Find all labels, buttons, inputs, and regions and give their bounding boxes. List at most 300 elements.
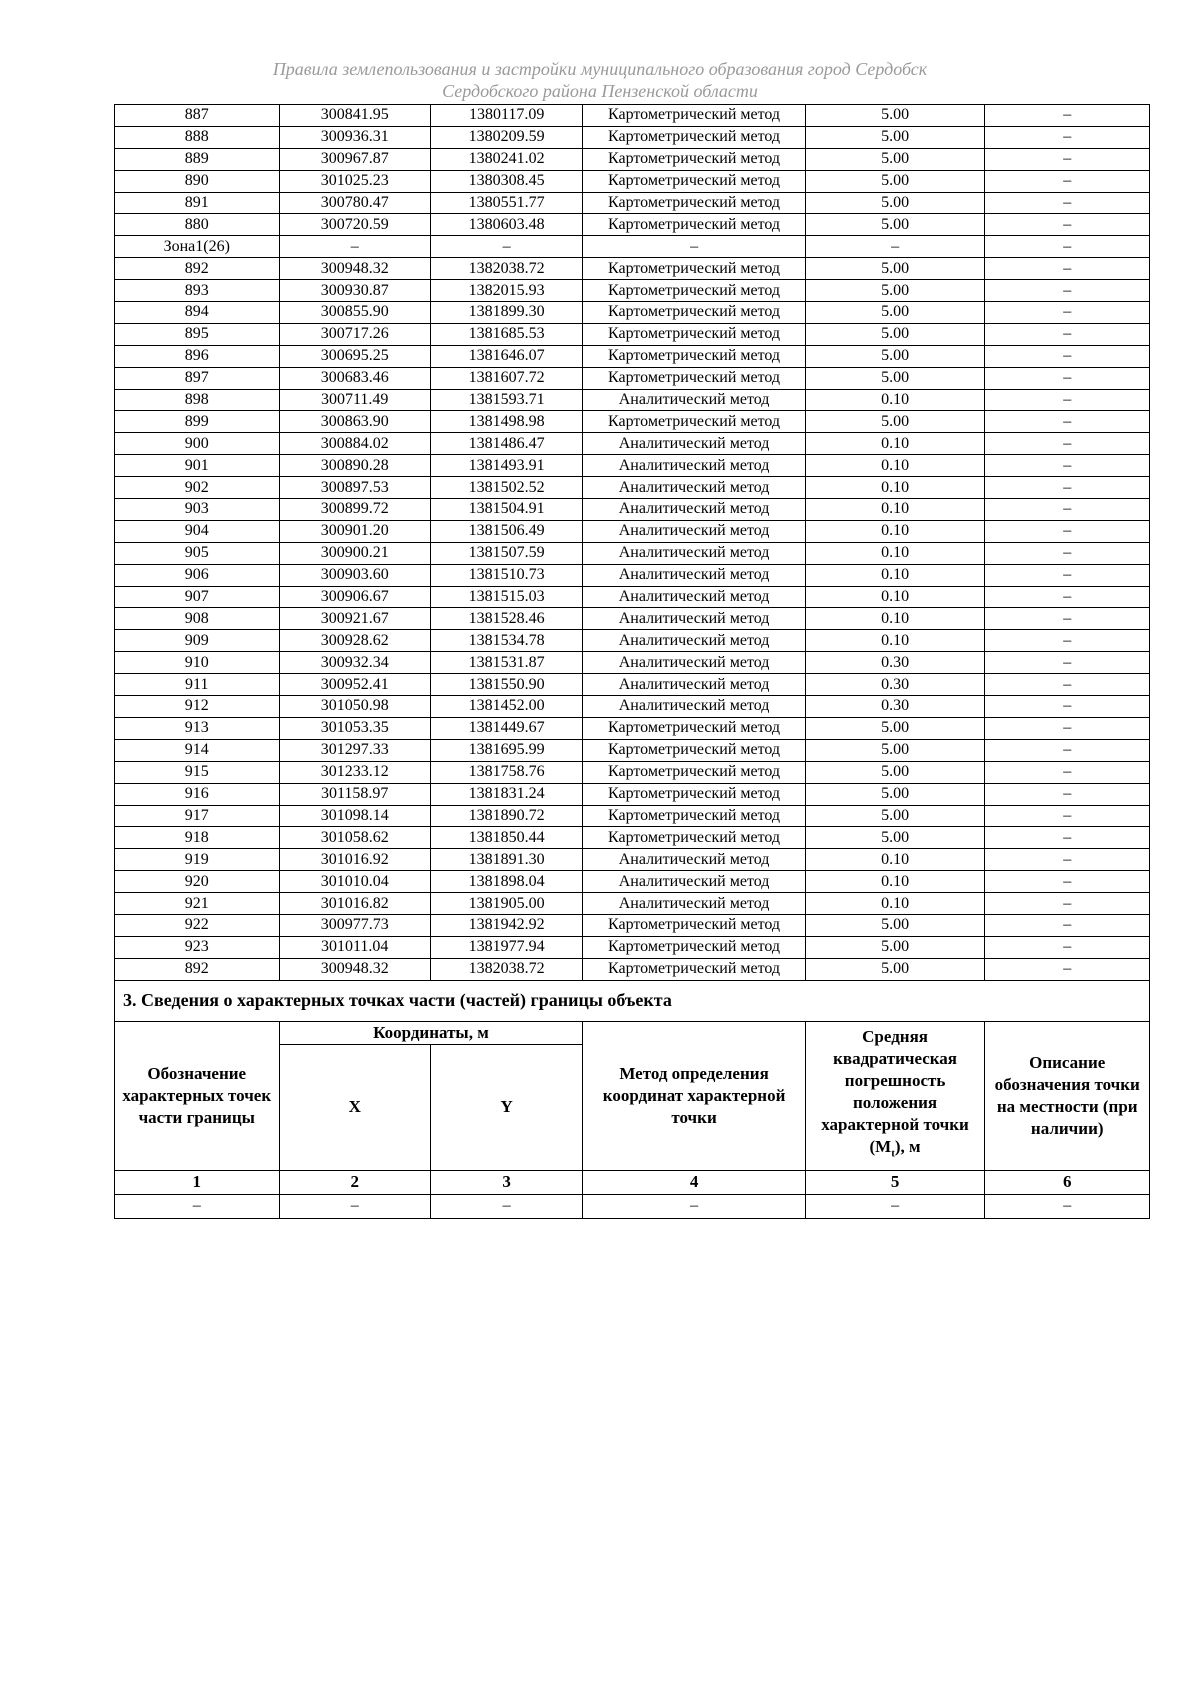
table-cell: – — [985, 783, 1150, 805]
header-error-text: Средняя квадратическая погрешность положения характерной точки (M — [821, 1027, 969, 1157]
table-cell: 920 — [115, 871, 280, 893]
table-cell: Картометрический метод — [583, 258, 805, 280]
table-cell: 900 — [115, 433, 280, 455]
table-cell: 1381890.72 — [430, 805, 583, 827]
table-cell: 1381504.91 — [430, 499, 583, 521]
table-cell: 300720.59 — [279, 214, 430, 236]
table-row — [115, 170, 1150, 192]
table-cell: 0.10 — [805, 608, 985, 630]
table-cell: 918 — [115, 827, 280, 849]
table-cell: 301050.98 — [279, 696, 430, 718]
table-cell: – — [985, 236, 1150, 258]
table-cell: 301025.23 — [279, 170, 430, 192]
table-cell: 301233.12 — [279, 761, 430, 783]
table-cell: – — [985, 739, 1150, 761]
table-row — [115, 936, 1150, 958]
table-cell: 300695.25 — [279, 345, 430, 367]
table-cell: Картометрический метод — [583, 805, 805, 827]
table-cell: – — [985, 345, 1150, 367]
table-cell: 923 — [115, 936, 280, 958]
table-row — [115, 958, 1150, 980]
table-row — [115, 345, 1150, 367]
table-cell: 1381898.04 — [430, 871, 583, 893]
table-cell: 1381850.44 — [430, 827, 583, 849]
table-cell: 1380117.09 — [430, 105, 583, 127]
document-header — [0, 58, 1200, 102]
table-cell: – — [985, 323, 1150, 345]
table-cell: Аналитический метод — [583, 849, 805, 871]
table-row — [115, 433, 1150, 455]
table-cell: – — [985, 455, 1150, 477]
table-cell: 894 — [115, 302, 280, 324]
table-cell: 300717.26 — [279, 323, 430, 345]
table-cell: 5.00 — [805, 739, 985, 761]
table-cell: Аналитический метод — [583, 455, 805, 477]
table-cell: – — [985, 542, 1150, 564]
table-cell: – — [985, 411, 1150, 433]
table-cell: – — [985, 696, 1150, 718]
table-cell: – — [985, 214, 1150, 236]
table-cell: – — [985, 564, 1150, 586]
table-cell: Картометрический метод — [583, 105, 805, 127]
table-cell: Картометрический метод — [583, 914, 805, 936]
table-row — [115, 783, 1150, 805]
table-cell: 892 — [115, 258, 280, 280]
table-cell: 892 — [115, 958, 280, 980]
table-cell: 1380241.02 — [430, 148, 583, 170]
table-cell: 300780.47 — [279, 192, 430, 214]
table-cell: 300855.90 — [279, 302, 430, 324]
table-cell: Аналитический метод — [583, 608, 805, 630]
table-cell: 300952.41 — [279, 674, 430, 696]
table-cell: 880 — [115, 214, 280, 236]
table-cell: 896 — [115, 345, 280, 367]
table-cell: 1381449.67 — [430, 717, 583, 739]
table-cell: 300948.32 — [279, 258, 430, 280]
table-cell: 1381498.98 — [430, 411, 583, 433]
table-cell: – — [985, 105, 1150, 127]
table-cell: Картометрический метод — [583, 148, 805, 170]
table-cell: 5.00 — [805, 323, 985, 345]
table-row — [115, 564, 1150, 586]
header-error — [805, 1021, 985, 1170]
table-cell: 1381758.76 — [430, 761, 583, 783]
table-cell: – — [985, 302, 1150, 324]
table-cell: 0.30 — [805, 652, 985, 674]
table-cell: Картометрический метод — [583, 214, 805, 236]
table-cell: 5.00 — [805, 192, 985, 214]
table-row — [115, 739, 1150, 761]
table-cell: 0.10 — [805, 586, 985, 608]
table-cell: 5.00 — [805, 170, 985, 192]
table-cell: 890 — [115, 170, 280, 192]
table-cell: 914 — [115, 739, 280, 761]
table-cell: 1381685.53 — [430, 323, 583, 345]
table-cell: 1381977.94 — [430, 936, 583, 958]
table-cell: – — [985, 805, 1150, 827]
table-cell: 1381506.49 — [430, 520, 583, 542]
column-number: 3 — [430, 1170, 583, 1194]
table-cell: 0.10 — [805, 849, 985, 871]
column-numbers-row — [115, 1170, 1150, 1194]
table-row — [115, 367, 1150, 389]
table-cell: 5.00 — [805, 805, 985, 827]
table-cell: 1381607.72 — [430, 367, 583, 389]
table-cell: – — [985, 914, 1150, 936]
table-cell: 1381942.92 — [430, 914, 583, 936]
table-row — [115, 674, 1150, 696]
table-cell: 300921.67 — [279, 608, 430, 630]
table-cell: 1380308.45 — [430, 170, 583, 192]
table-cell: 1382038.72 — [430, 958, 583, 980]
table-cell: 1382015.93 — [430, 280, 583, 302]
table-cell: Аналитический метод — [583, 630, 805, 652]
table-cell: 300903.60 — [279, 564, 430, 586]
table-cell: Аналитический метод — [583, 652, 805, 674]
table-cell: 905 — [115, 542, 280, 564]
table-cell: 5.00 — [805, 214, 985, 236]
table-cell: – — [985, 367, 1150, 389]
table-cell: 887 — [115, 105, 280, 127]
table-cell: 915 — [115, 761, 280, 783]
table-cell: – — [430, 236, 583, 258]
table-cell: Аналитический метод — [583, 542, 805, 564]
table-cell: Картометрический метод — [583, 936, 805, 958]
table-cell: 0.10 — [805, 499, 985, 521]
table-cell: 300901.20 — [279, 520, 430, 542]
table-cell: 0.10 — [805, 630, 985, 652]
header-point-designation: Обозначение характерных точек части границы — [115, 1021, 280, 1170]
header-line-2: Сердобского района Пензенской области — [442, 81, 758, 101]
table-row — [115, 849, 1150, 871]
table-cell: Картометрический метод — [583, 739, 805, 761]
table-cell: – — [985, 717, 1150, 739]
table-cell: Аналитический метод — [583, 564, 805, 586]
table-cell: 893 — [115, 280, 280, 302]
table-cell: 1381550.90 — [430, 674, 583, 696]
table-cell: 301010.04 — [279, 871, 430, 893]
table-cell: Картометрический метод — [583, 827, 805, 849]
header-error-unit: ), м — [894, 1137, 921, 1157]
table-cell: 300884.02 — [279, 433, 430, 455]
table-cell: Картометрический метод — [583, 717, 805, 739]
table-cell: 919 — [115, 849, 280, 871]
table-row — [115, 477, 1150, 499]
table-cell: 1381891.30 — [430, 849, 583, 871]
table-cell: Аналитический метод — [583, 696, 805, 718]
table-cell: Зона1(26) — [115, 236, 280, 258]
table-cell: 5.00 — [805, 827, 985, 849]
table-cell: – — [805, 236, 985, 258]
table-cell: – — [985, 477, 1150, 499]
empty-data-row — [115, 1194, 1150, 1218]
table-cell: 300930.87 — [279, 280, 430, 302]
table-cell: 1380551.77 — [430, 192, 583, 214]
table-cell: 1380603.48 — [430, 214, 583, 236]
table-cell: 1381528.46 — [430, 608, 583, 630]
table-cell: Аналитический метод — [583, 871, 805, 893]
table-cell: Аналитический метод — [583, 433, 805, 455]
table-cell: 0.10 — [805, 389, 985, 411]
table-cell: 300948.32 — [279, 958, 430, 980]
column-number: 2 — [279, 1170, 430, 1194]
table-cell: 301158.97 — [279, 783, 430, 805]
column-number: 1 — [115, 1170, 280, 1194]
table-cell: 0.10 — [805, 455, 985, 477]
table-cell: – — [985, 1194, 1150, 1218]
table-cell: 917 — [115, 805, 280, 827]
table-cell: – — [583, 1194, 805, 1218]
table-cell: Картометрический метод — [583, 367, 805, 389]
table-cell: 908 — [115, 608, 280, 630]
table-cell: 5.00 — [805, 367, 985, 389]
table-cell: 5.00 — [805, 411, 985, 433]
column-number: 6 — [985, 1170, 1150, 1194]
table-cell: Аналитический метод — [583, 893, 805, 915]
table-row — [115, 105, 1150, 127]
table-row — [115, 827, 1150, 849]
table-cell: – — [985, 280, 1150, 302]
table-cell: 0.10 — [805, 520, 985, 542]
table-row — [115, 914, 1150, 936]
table-row — [115, 586, 1150, 608]
table-cell: Картометрический метод — [583, 411, 805, 433]
table-cell: – — [985, 827, 1150, 849]
table-cell: 300683.46 — [279, 367, 430, 389]
header-description: Описание обозначения точки на местности (при наличии) — [985, 1021, 1150, 1170]
table-cell: 911 — [115, 674, 280, 696]
table-cell: 0.10 — [805, 542, 985, 564]
table-cell: 300977.73 — [279, 914, 430, 936]
table-cell: – — [279, 236, 430, 258]
table-row — [115, 893, 1150, 915]
table-cell: – — [985, 258, 1150, 280]
table-cell: 921 — [115, 893, 280, 915]
table-cell: 1381905.00 — [430, 893, 583, 915]
table-cell: Аналитический метод — [583, 499, 805, 521]
table-cell: Картометрический метод — [583, 192, 805, 214]
table-cell: 913 — [115, 717, 280, 739]
column-number: 4 — [583, 1170, 805, 1194]
section-3-title: 3. Сведения о характерных точках части (частей) границы объекта — [115, 980, 1150, 1021]
table-cell: – — [985, 433, 1150, 455]
table-cell: – — [583, 236, 805, 258]
table-cell: 0.10 — [805, 564, 985, 586]
table-cell: – — [279, 1194, 430, 1218]
table-row — [115, 608, 1150, 630]
table-cell: 1381510.73 — [430, 564, 583, 586]
table-cell: – — [985, 389, 1150, 411]
table-cell: 888 — [115, 126, 280, 148]
table-cell: 300967.87 — [279, 148, 430, 170]
header-y: Y — [430, 1044, 583, 1170]
table-row — [115, 652, 1150, 674]
table-cell: 912 — [115, 696, 280, 718]
table-cell: 5.00 — [805, 914, 985, 936]
table-cell: Аналитический метод — [583, 674, 805, 696]
table-cell: – — [985, 630, 1150, 652]
table-row — [115, 499, 1150, 521]
table-cell: 907 — [115, 586, 280, 608]
table-cell: 300897.53 — [279, 477, 430, 499]
table-cell: – — [985, 520, 1150, 542]
table-cell: 1381493.91 — [430, 455, 583, 477]
table-cell: 5.00 — [805, 345, 985, 367]
table-cell: 0.10 — [805, 871, 985, 893]
table-cell: 5.00 — [805, 126, 985, 148]
coordinates-table — [114, 104, 1150, 1219]
table-cell: 909 — [115, 630, 280, 652]
table-cell: 1381831.24 — [430, 783, 583, 805]
table-row — [115, 696, 1150, 718]
table-cell: – — [985, 893, 1150, 915]
table-cell: 1381695.99 — [430, 739, 583, 761]
table-cell: 891 — [115, 192, 280, 214]
table-row — [115, 805, 1150, 827]
table-cell: 300932.34 — [279, 652, 430, 674]
table-row — [115, 520, 1150, 542]
table-cell: – — [430, 1194, 583, 1218]
table-cell: – — [115, 1194, 280, 1218]
table-cell: 0.10 — [805, 893, 985, 915]
table-cell: 301011.04 — [279, 936, 430, 958]
table-cell: 1382038.72 — [430, 258, 583, 280]
table-cell: 889 — [115, 148, 280, 170]
table-cell: 902 — [115, 477, 280, 499]
coordinates-rows — [115, 105, 1150, 981]
table-row — [115, 302, 1150, 324]
table-cell: 897 — [115, 367, 280, 389]
table-cell: 5.00 — [805, 105, 985, 127]
table-cell: – — [985, 674, 1150, 696]
table-cell: 301098.14 — [279, 805, 430, 827]
table-cell: – — [985, 958, 1150, 980]
table-cell: 1381646.07 — [430, 345, 583, 367]
table-row — [115, 323, 1150, 345]
table-cell: 898 — [115, 389, 280, 411]
table-cell: 301016.92 — [279, 849, 430, 871]
table-cell: 899 — [115, 411, 280, 433]
table-cell: Картометрический метод — [583, 761, 805, 783]
table-row — [115, 455, 1150, 477]
table-cell: – — [985, 586, 1150, 608]
table-cell: 906 — [115, 564, 280, 586]
table-cell: 1380209.59 — [430, 126, 583, 148]
table-cell: 300890.28 — [279, 455, 430, 477]
table-cell: – — [985, 652, 1150, 674]
table-cell: – — [985, 148, 1150, 170]
table-row — [115, 761, 1150, 783]
table-cell: 300906.67 — [279, 586, 430, 608]
table-cell: – — [985, 849, 1150, 871]
table-cell: 0.10 — [805, 433, 985, 455]
table-row — [115, 717, 1150, 739]
table-row — [115, 214, 1150, 236]
section-3-row — [115, 980, 1150, 1021]
table-cell: 5.00 — [805, 258, 985, 280]
header-method: Метод определения координат характерной точки — [583, 1021, 805, 1170]
table-cell: 301053.35 — [279, 717, 430, 739]
table-cell: 300899.72 — [279, 499, 430, 521]
table-cell: – — [985, 871, 1150, 893]
table-cell: Картометрический метод — [583, 302, 805, 324]
table-row — [115, 389, 1150, 411]
table-cell: 1381502.52 — [430, 477, 583, 499]
table-cell: Картометрический метод — [583, 280, 805, 302]
table-cell: 910 — [115, 652, 280, 674]
table-cell: – — [985, 126, 1150, 148]
table-row — [115, 258, 1150, 280]
header-error-sub: t — [891, 1147, 895, 1160]
table-row — [115, 192, 1150, 214]
table-row — [115, 871, 1150, 893]
table-row — [115, 411, 1150, 433]
table-cell: 5.00 — [805, 783, 985, 805]
table-cell: Картометрический метод — [583, 345, 805, 367]
table-cell: – — [985, 608, 1150, 630]
table-cell: 5.00 — [805, 148, 985, 170]
table-cell: 300711.49 — [279, 389, 430, 411]
table-cell: 903 — [115, 499, 280, 521]
table-cell: 5.00 — [805, 958, 985, 980]
table-cell: – — [985, 170, 1150, 192]
table-cell: 301297.33 — [279, 739, 430, 761]
table-cell: – — [985, 192, 1150, 214]
header-line-1: Правила землепользования и застройки муниципального образования город Сердобск — [272, 59, 928, 79]
table-cell: 301058.62 — [279, 827, 430, 849]
table-row — [115, 542, 1150, 564]
table-cell: Картометрический метод — [583, 783, 805, 805]
table-cell: Картометрический метод — [583, 323, 805, 345]
section-3-header-row-1 — [115, 1021, 1150, 1044]
table-row — [115, 148, 1150, 170]
table-cell: – — [985, 936, 1150, 958]
table-cell: 0.30 — [805, 674, 985, 696]
header-coordinates: Координаты, м — [279, 1021, 583, 1044]
table-cell: Аналитический метод — [583, 477, 805, 499]
table-cell: 5.00 — [805, 936, 985, 958]
table-cell: 1381515.03 — [430, 586, 583, 608]
table-cell: 1381507.59 — [430, 542, 583, 564]
table-cell: 300863.90 — [279, 411, 430, 433]
table-cell: 922 — [115, 914, 280, 936]
table-cell: 300936.31 — [279, 126, 430, 148]
table-cell: 0.10 — [805, 477, 985, 499]
column-number: 5 — [805, 1170, 985, 1194]
table-cell: 300928.62 — [279, 630, 430, 652]
table-cell: 300841.95 — [279, 105, 430, 127]
table-cell: Аналитический метод — [583, 586, 805, 608]
table-row — [115, 126, 1150, 148]
table-cell: 5.00 — [805, 717, 985, 739]
table-cell: 1381452.00 — [430, 696, 583, 718]
table-cell: 301016.82 — [279, 893, 430, 915]
table-cell: Картометрический метод — [583, 958, 805, 980]
table-cell: – — [985, 761, 1150, 783]
table-cell: – — [805, 1194, 985, 1218]
table-row — [115, 280, 1150, 302]
table-cell: – — [985, 499, 1150, 521]
table-cell: Картометрический метод — [583, 170, 805, 192]
table-cell: 1381899.30 — [430, 302, 583, 324]
table-cell: 300900.21 — [279, 542, 430, 564]
table-cell: Аналитический метод — [583, 389, 805, 411]
table-cell: 1381593.71 — [430, 389, 583, 411]
table-row — [115, 630, 1150, 652]
header-x: X — [279, 1044, 430, 1170]
table-cell: 0.30 — [805, 696, 985, 718]
table-cell: 895 — [115, 323, 280, 345]
